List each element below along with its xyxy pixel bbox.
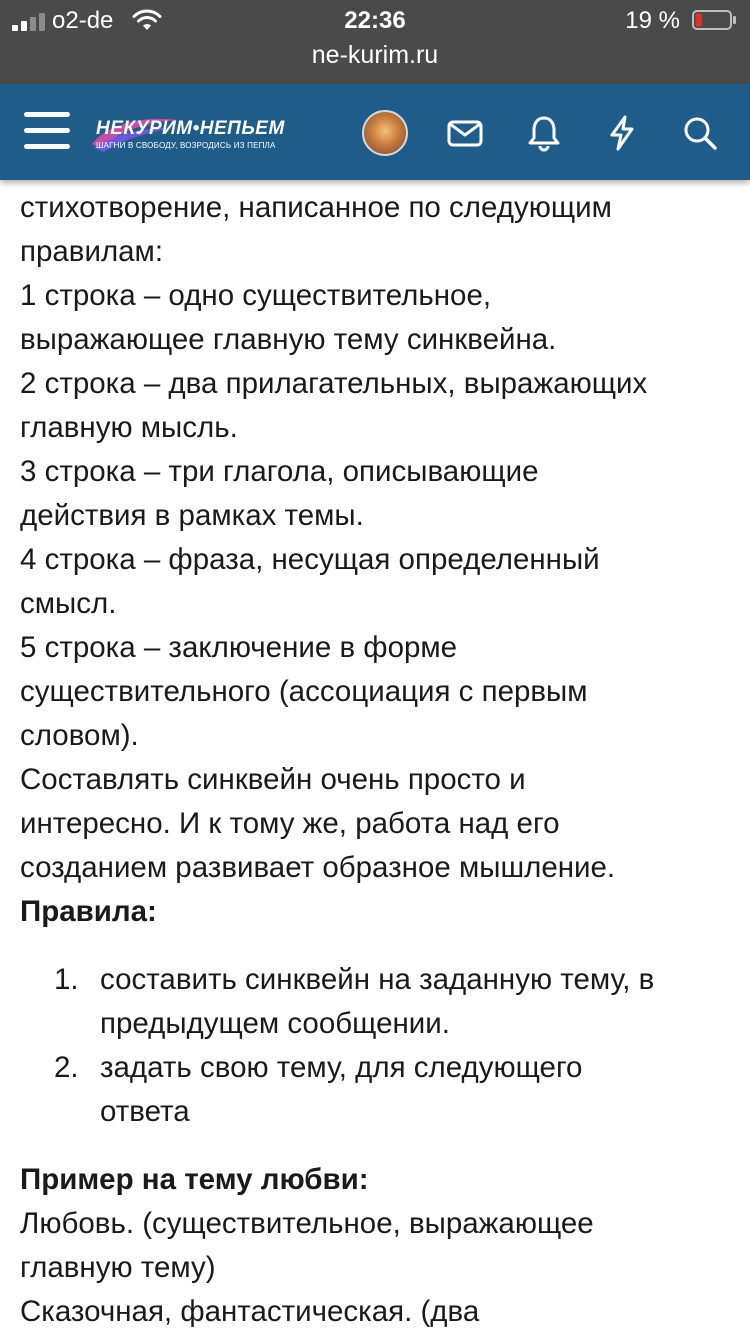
status-bar — [0, 0, 750, 84]
text-line: Любовь. (существительное, выражающее — [20, 1207, 594, 1240]
list-item — [20, 958, 740, 1046]
site-logo[interactable] — [96, 118, 306, 152]
rules-list — [20, 958, 740, 1134]
example-heading: Пример на тему любви: — [20, 1163, 369, 1196]
text-line: словом). — [20, 719, 139, 752]
list-item — [20, 1046, 740, 1134]
text-line: 4 строка – фраза, несущая определенный — [20, 543, 600, 576]
battery-percent: 19 % — [625, 7, 680, 34]
list-number: 1. — [54, 963, 79, 996]
lightning-icon[interactable] — [603, 114, 641, 152]
list-line: предыдущем сообщении. — [100, 1007, 450, 1040]
text-line: 2 строка – два прилагательных, выражающих — [20, 367, 648, 400]
search-icon[interactable] — [681, 114, 719, 152]
text-line: действия в рамках темы. — [20, 499, 364, 532]
text-line: стихотворение, написанное по следующим — [20, 191, 612, 224]
intro-text — [20, 186, 740, 890]
avatar[interactable] — [362, 110, 408, 156]
text-line: выражающее главную тему синквейна. — [20, 323, 557, 356]
address-bar-url[interactable]: ne-kurim.ru — [311, 41, 439, 69]
list-number: 2. — [54, 1051, 79, 1084]
text-line: 3 строка – три глагола, описывающие — [20, 455, 539, 488]
text-line: Составлять синквейн очень просто и — [20, 763, 526, 796]
text-line: созданием развивает образное мышление. — [20, 851, 616, 884]
rules-heading: Правила: — [20, 895, 157, 928]
text-line: главную тему) — [20, 1251, 216, 1284]
clock: 22:36 — [344, 7, 406, 34]
text-line: Сказочная, фантастическая. (два — [20, 1295, 480, 1328]
logo-title: НЕКУРИМ•НЕПЬЕМ — [96, 118, 285, 139]
text-line: главную мысль. — [20, 411, 238, 444]
post-content — [20, 186, 740, 1334]
text-line: существительного (ассоциация с первым — [20, 675, 588, 708]
list-line: задать свою тему, для следующего — [100, 1051, 583, 1084]
text-line: смысл. — [20, 587, 117, 620]
logo-subtitle: ШАГНИ В СВОБОДУ, ВОЗРОДИСЬ ИЗ ПЕПЛА — [96, 141, 276, 150]
text-line: 5 строка – заключение в форме — [20, 631, 458, 664]
text-line: правилам: — [20, 235, 164, 268]
battery-icon — [692, 10, 736, 30]
carrier-name: o2-de — [52, 7, 114, 34]
menu-icon[interactable] — [24, 112, 70, 150]
list-line: ответа — [100, 1095, 190, 1128]
text-line: 1 строка – одно существительное, — [20, 279, 492, 312]
bell-icon[interactable] — [525, 114, 563, 152]
list-line: составить синквейн на заданную тему, в — [100, 963, 655, 996]
text-line: интересно. И к тому же, работа над его — [20, 807, 560, 840]
mail-icon[interactable] — [446, 114, 484, 152]
